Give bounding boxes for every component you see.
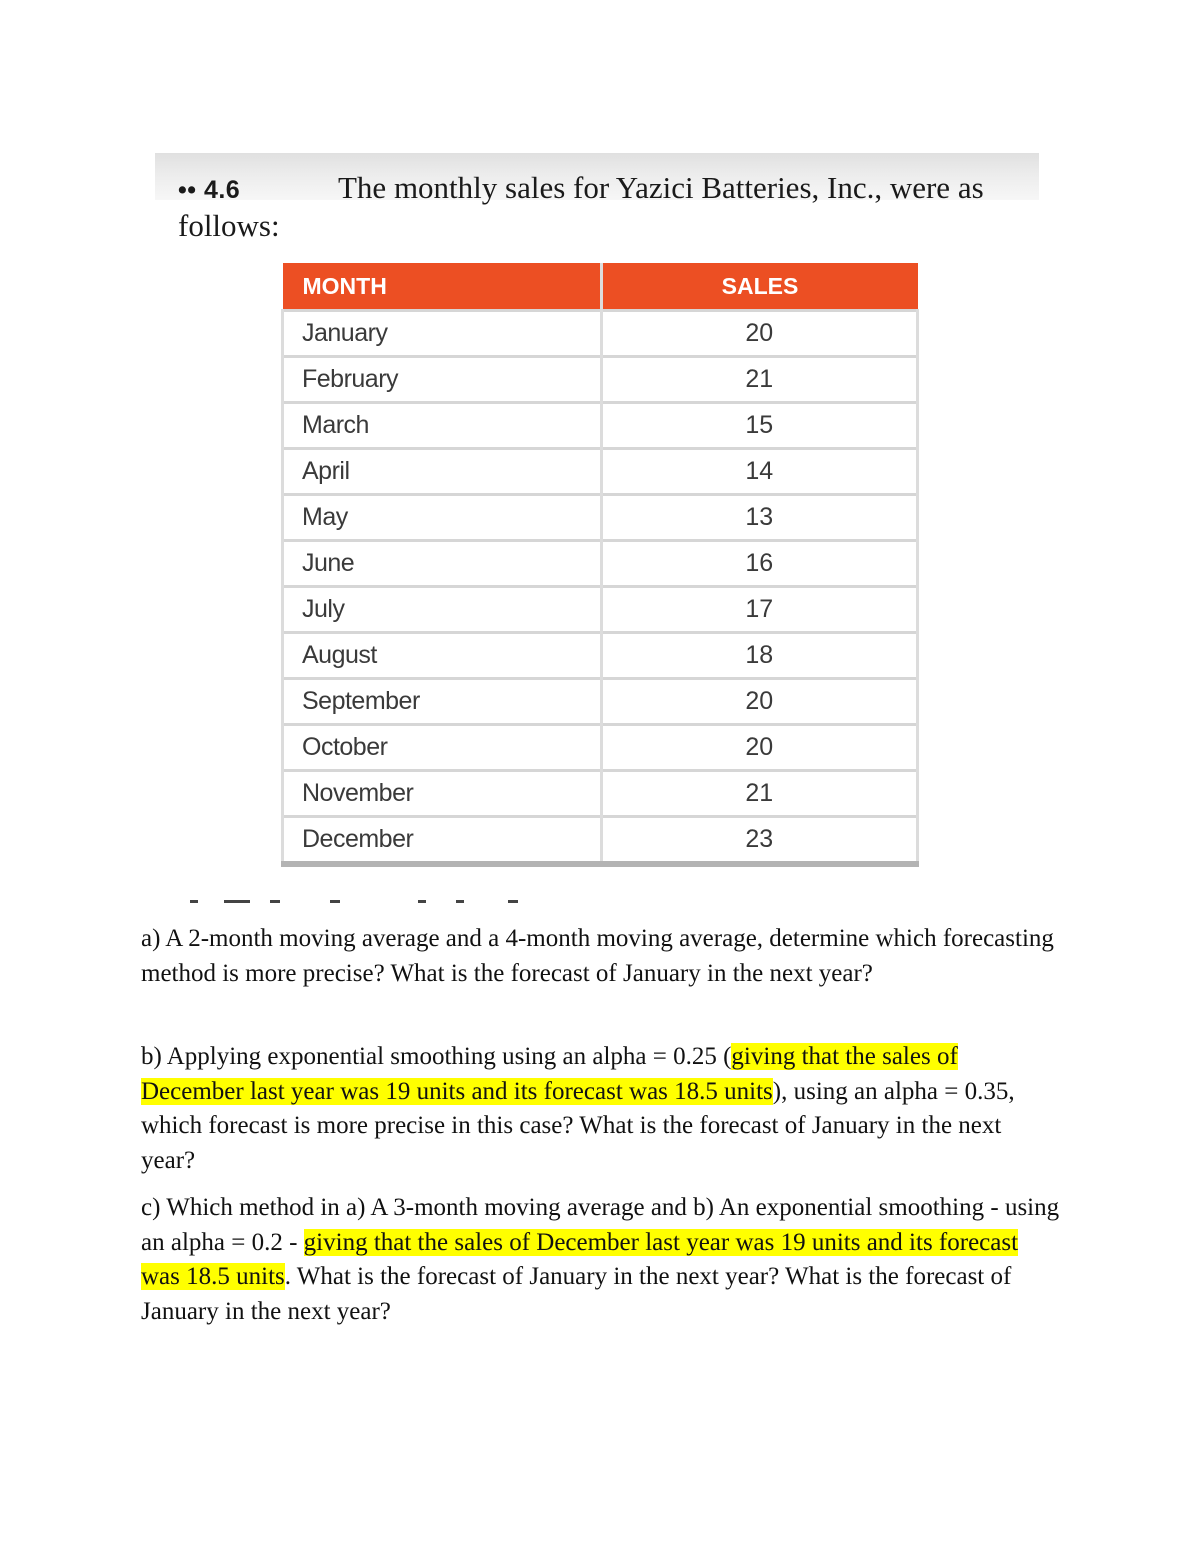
month-cell: December bbox=[283, 817, 602, 865]
question-b bbox=[141, 1040, 1061, 1178]
month-cell: September bbox=[283, 679, 602, 725]
table-row bbox=[283, 311, 918, 357]
sales-cell: 23 bbox=[601, 817, 918, 865]
table-row bbox=[283, 771, 918, 817]
clipped-text-fragment bbox=[190, 897, 550, 905]
table-row bbox=[283, 633, 918, 679]
month-cell: February bbox=[283, 357, 602, 403]
month-cell: April bbox=[283, 449, 602, 495]
sales-cell: 17 bbox=[601, 587, 918, 633]
month-cell: July bbox=[283, 587, 602, 633]
problem-intro-line1: The monthly sales for Yazici Batteries, Inc., were as bbox=[338, 170, 984, 205]
sales-cell: 14 bbox=[601, 449, 918, 495]
problem-intro-line2: follows: bbox=[178, 208, 280, 243]
sales-cell: 21 bbox=[601, 771, 918, 817]
table-row bbox=[283, 449, 918, 495]
problem-title-line bbox=[178, 168, 984, 210]
question-c-text-start: c) Which method in a) A 3-month moving average and b) An exponential smoothing - using an alpha = 0.2 - bbox=[141, 1194, 1060, 1256]
month-cell: August bbox=[283, 633, 602, 679]
table-header-row bbox=[283, 263, 918, 311]
sales-column-header: SALES bbox=[601, 263, 918, 311]
table-row bbox=[283, 725, 918, 771]
table-row bbox=[283, 357, 918, 403]
month-cell: January bbox=[283, 311, 602, 357]
month-cell: November bbox=[283, 771, 602, 817]
question-b-highlight: giving that the sales of December last year was 19 units and its forecast was 18.5 units bbox=[141, 1043, 958, 1105]
problem-number: •• 4.6 bbox=[178, 176, 241, 204]
month-cell: May bbox=[283, 495, 602, 541]
table-row bbox=[283, 495, 918, 541]
month-column-header: MONTH bbox=[283, 263, 602, 311]
table-row bbox=[283, 403, 918, 449]
sales-table bbox=[281, 263, 919, 867]
question-b-text-start: b) Applying exponential smoothing using an alpha = 0.25 ( bbox=[141, 1043, 732, 1070]
month-cell: June bbox=[283, 541, 602, 587]
month-cell: March bbox=[283, 403, 602, 449]
table-row bbox=[283, 679, 918, 725]
sales-cell: 13 bbox=[601, 495, 918, 541]
question-a: a) A 2-month moving average and a 4-month moving average, determine which forecasting method is more precise? What is the forecast of January in the next year? bbox=[141, 925, 1054, 987]
table-row bbox=[283, 541, 918, 587]
sales-cell: 20 bbox=[601, 679, 918, 725]
sales-cell: 21 bbox=[601, 357, 918, 403]
month-cell: October bbox=[283, 725, 602, 771]
question-c-highlight: giving that the sales of December last year was 19 units and its forecast was 18.5 units bbox=[141, 1228, 1019, 1290]
sales-cell: 20 bbox=[601, 725, 918, 771]
table-row bbox=[283, 817, 918, 865]
sales-cell: 16 bbox=[601, 541, 918, 587]
question-c-text-end: . What is the forecast of January in the next year? What is the forecast of January in the next year? bbox=[141, 1263, 1012, 1325]
sales-cell: 18 bbox=[601, 633, 918, 679]
table-body bbox=[283, 311, 918, 865]
question-c bbox=[141, 1191, 1061, 1329]
sales-cell: 15 bbox=[601, 403, 918, 449]
table-row bbox=[283, 587, 918, 633]
sales-cell: 20 bbox=[601, 311, 918, 357]
question-b-text-end: ), using an alpha = 0.35, which forecast is more precise in this case? What is the forecast of January in the next year? bbox=[141, 1077, 1015, 1174]
